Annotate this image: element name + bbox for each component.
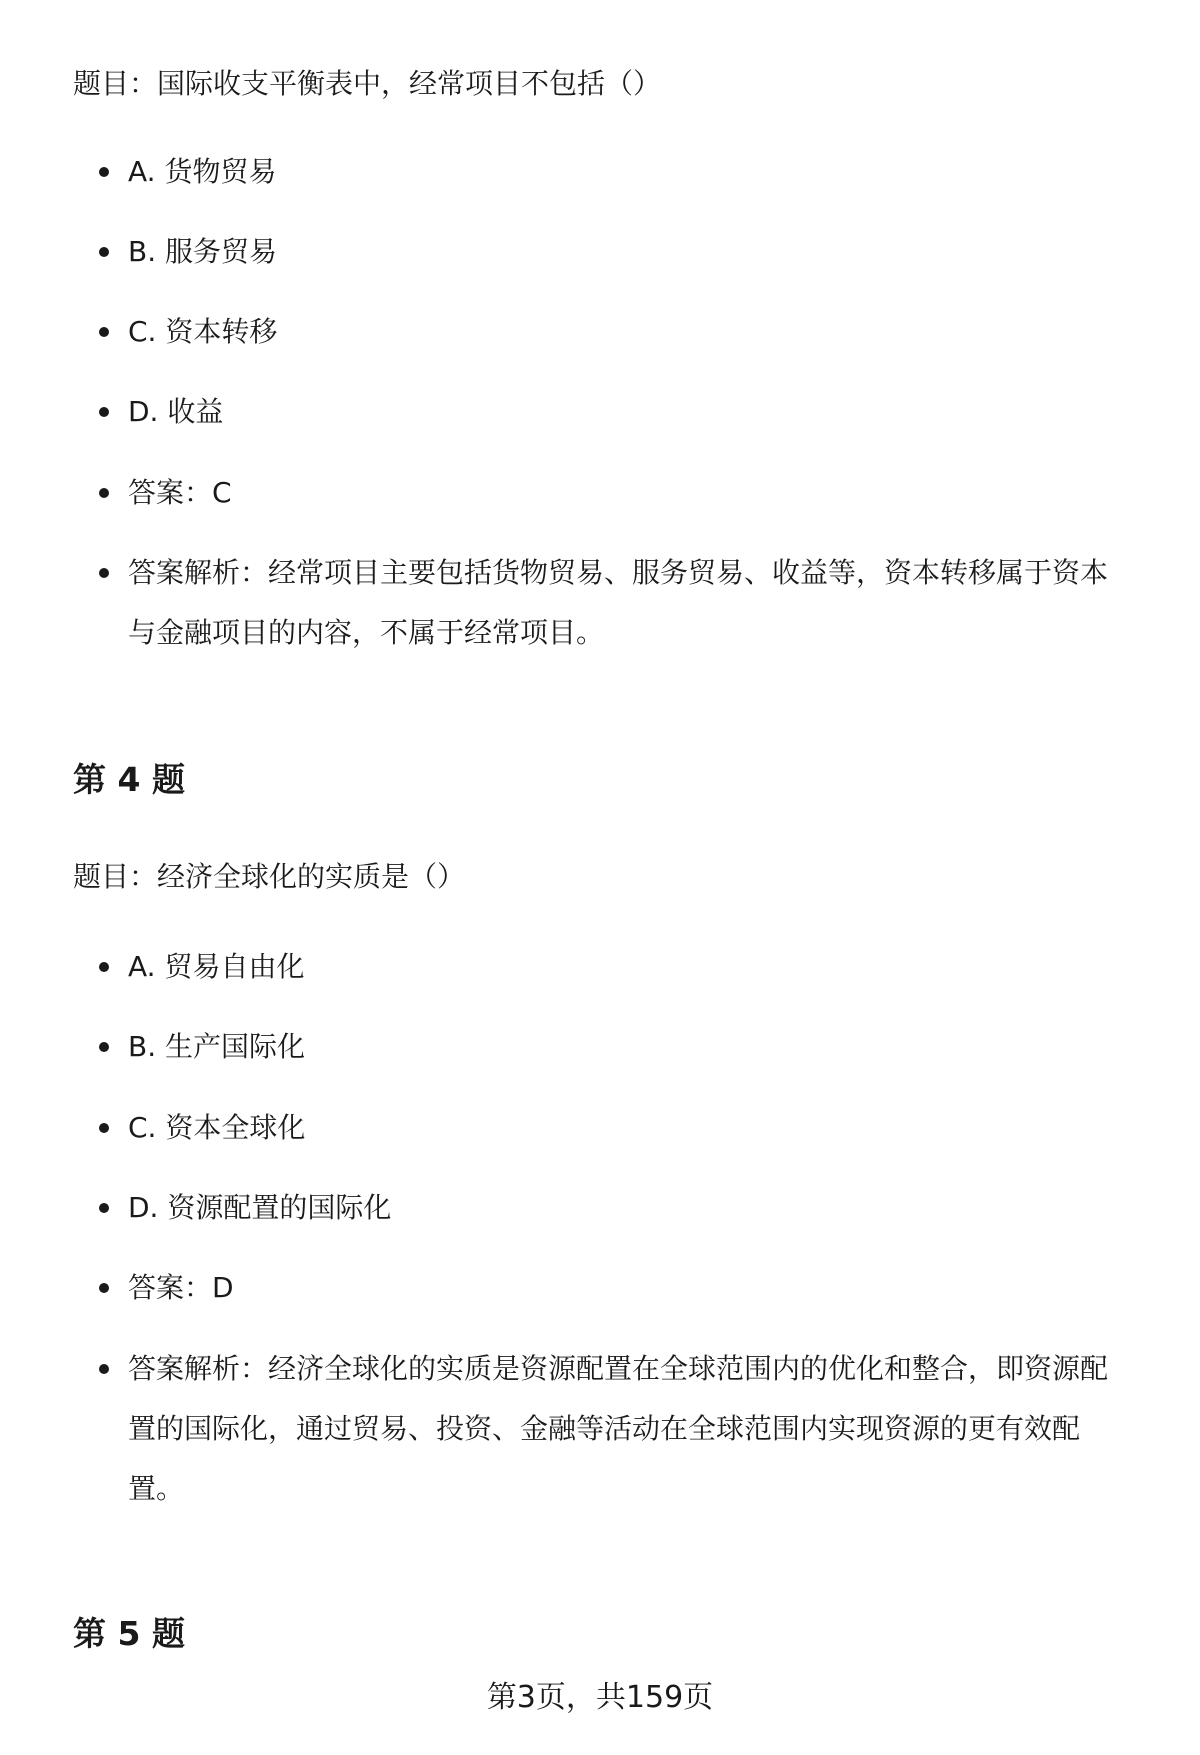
question-heading: 第 5 题 <box>73 1614 185 1653</box>
bullet-icon <box>99 1364 109 1374</box>
bullet-icon <box>99 1042 109 1052</box>
bullet-icon <box>99 488 109 498</box>
option-text: B. 生产国际化 <box>128 1030 306 1063</box>
answer <box>73 1258 1148 1318</box>
bullet-icon <box>99 247 109 257</box>
option-b <box>73 222 1148 282</box>
option-c <box>73 302 1148 362</box>
option-text: C. 资本全球化 <box>128 1111 306 1144</box>
bullet-icon <box>99 167 109 177</box>
bullet-icon <box>99 1203 109 1213</box>
option-text: D. 资源配置的国际化 <box>128 1191 392 1224</box>
question-stem: 题目：国际收支平衡表中，经常项目不包括（） <box>73 67 662 100</box>
bullet-icon <box>99 568 109 578</box>
question-heading: 第 4 题 <box>73 760 185 799</box>
option-text: A. 货物贸易 <box>128 155 277 188</box>
bullet-icon <box>99 407 109 417</box>
answer-analysis <box>73 543 1148 663</box>
analysis-text: 答案解析：经济全球化的实质是资源配置在全球范围内的优化和整合，即资源配置的国际化，通过贸易、投资、金融等活动在全球范围内实现资源的更有效配置。 <box>128 1352 1109 1505</box>
question-stem: 题目：经济全球化的实质是（） <box>73 860 466 893</box>
bullet-icon <box>99 962 109 972</box>
answer-text: 答案：D <box>128 1271 234 1304</box>
option-d <box>73 382 1148 442</box>
option-a <box>73 142 1148 202</box>
option-text: A. 贸易自由化 <box>128 950 305 983</box>
option-text: B. 服务贸易 <box>128 235 278 268</box>
option-a <box>73 937 1148 997</box>
answer <box>73 463 1148 523</box>
option-d <box>73 1178 1148 1238</box>
option-text: D. 收益 <box>128 395 224 428</box>
answer-analysis <box>73 1339 1148 1519</box>
bullet-icon <box>99 1283 109 1293</box>
option-b <box>73 1017 1148 1077</box>
option-text: C. 资本转移 <box>128 315 278 348</box>
bullet-icon <box>99 327 109 337</box>
option-c <box>73 1098 1148 1158</box>
analysis-text: 答案解析：经常项目主要包括货物贸易、服务贸易、收益等，资本转移属于资本与金融项目的内容，不属于经常项目。 <box>128 556 1109 649</box>
bullet-icon <box>99 1123 109 1133</box>
page-indicator: 第3页，共159页 <box>486 1680 714 1715</box>
answer-text: 答案：C <box>128 476 232 509</box>
